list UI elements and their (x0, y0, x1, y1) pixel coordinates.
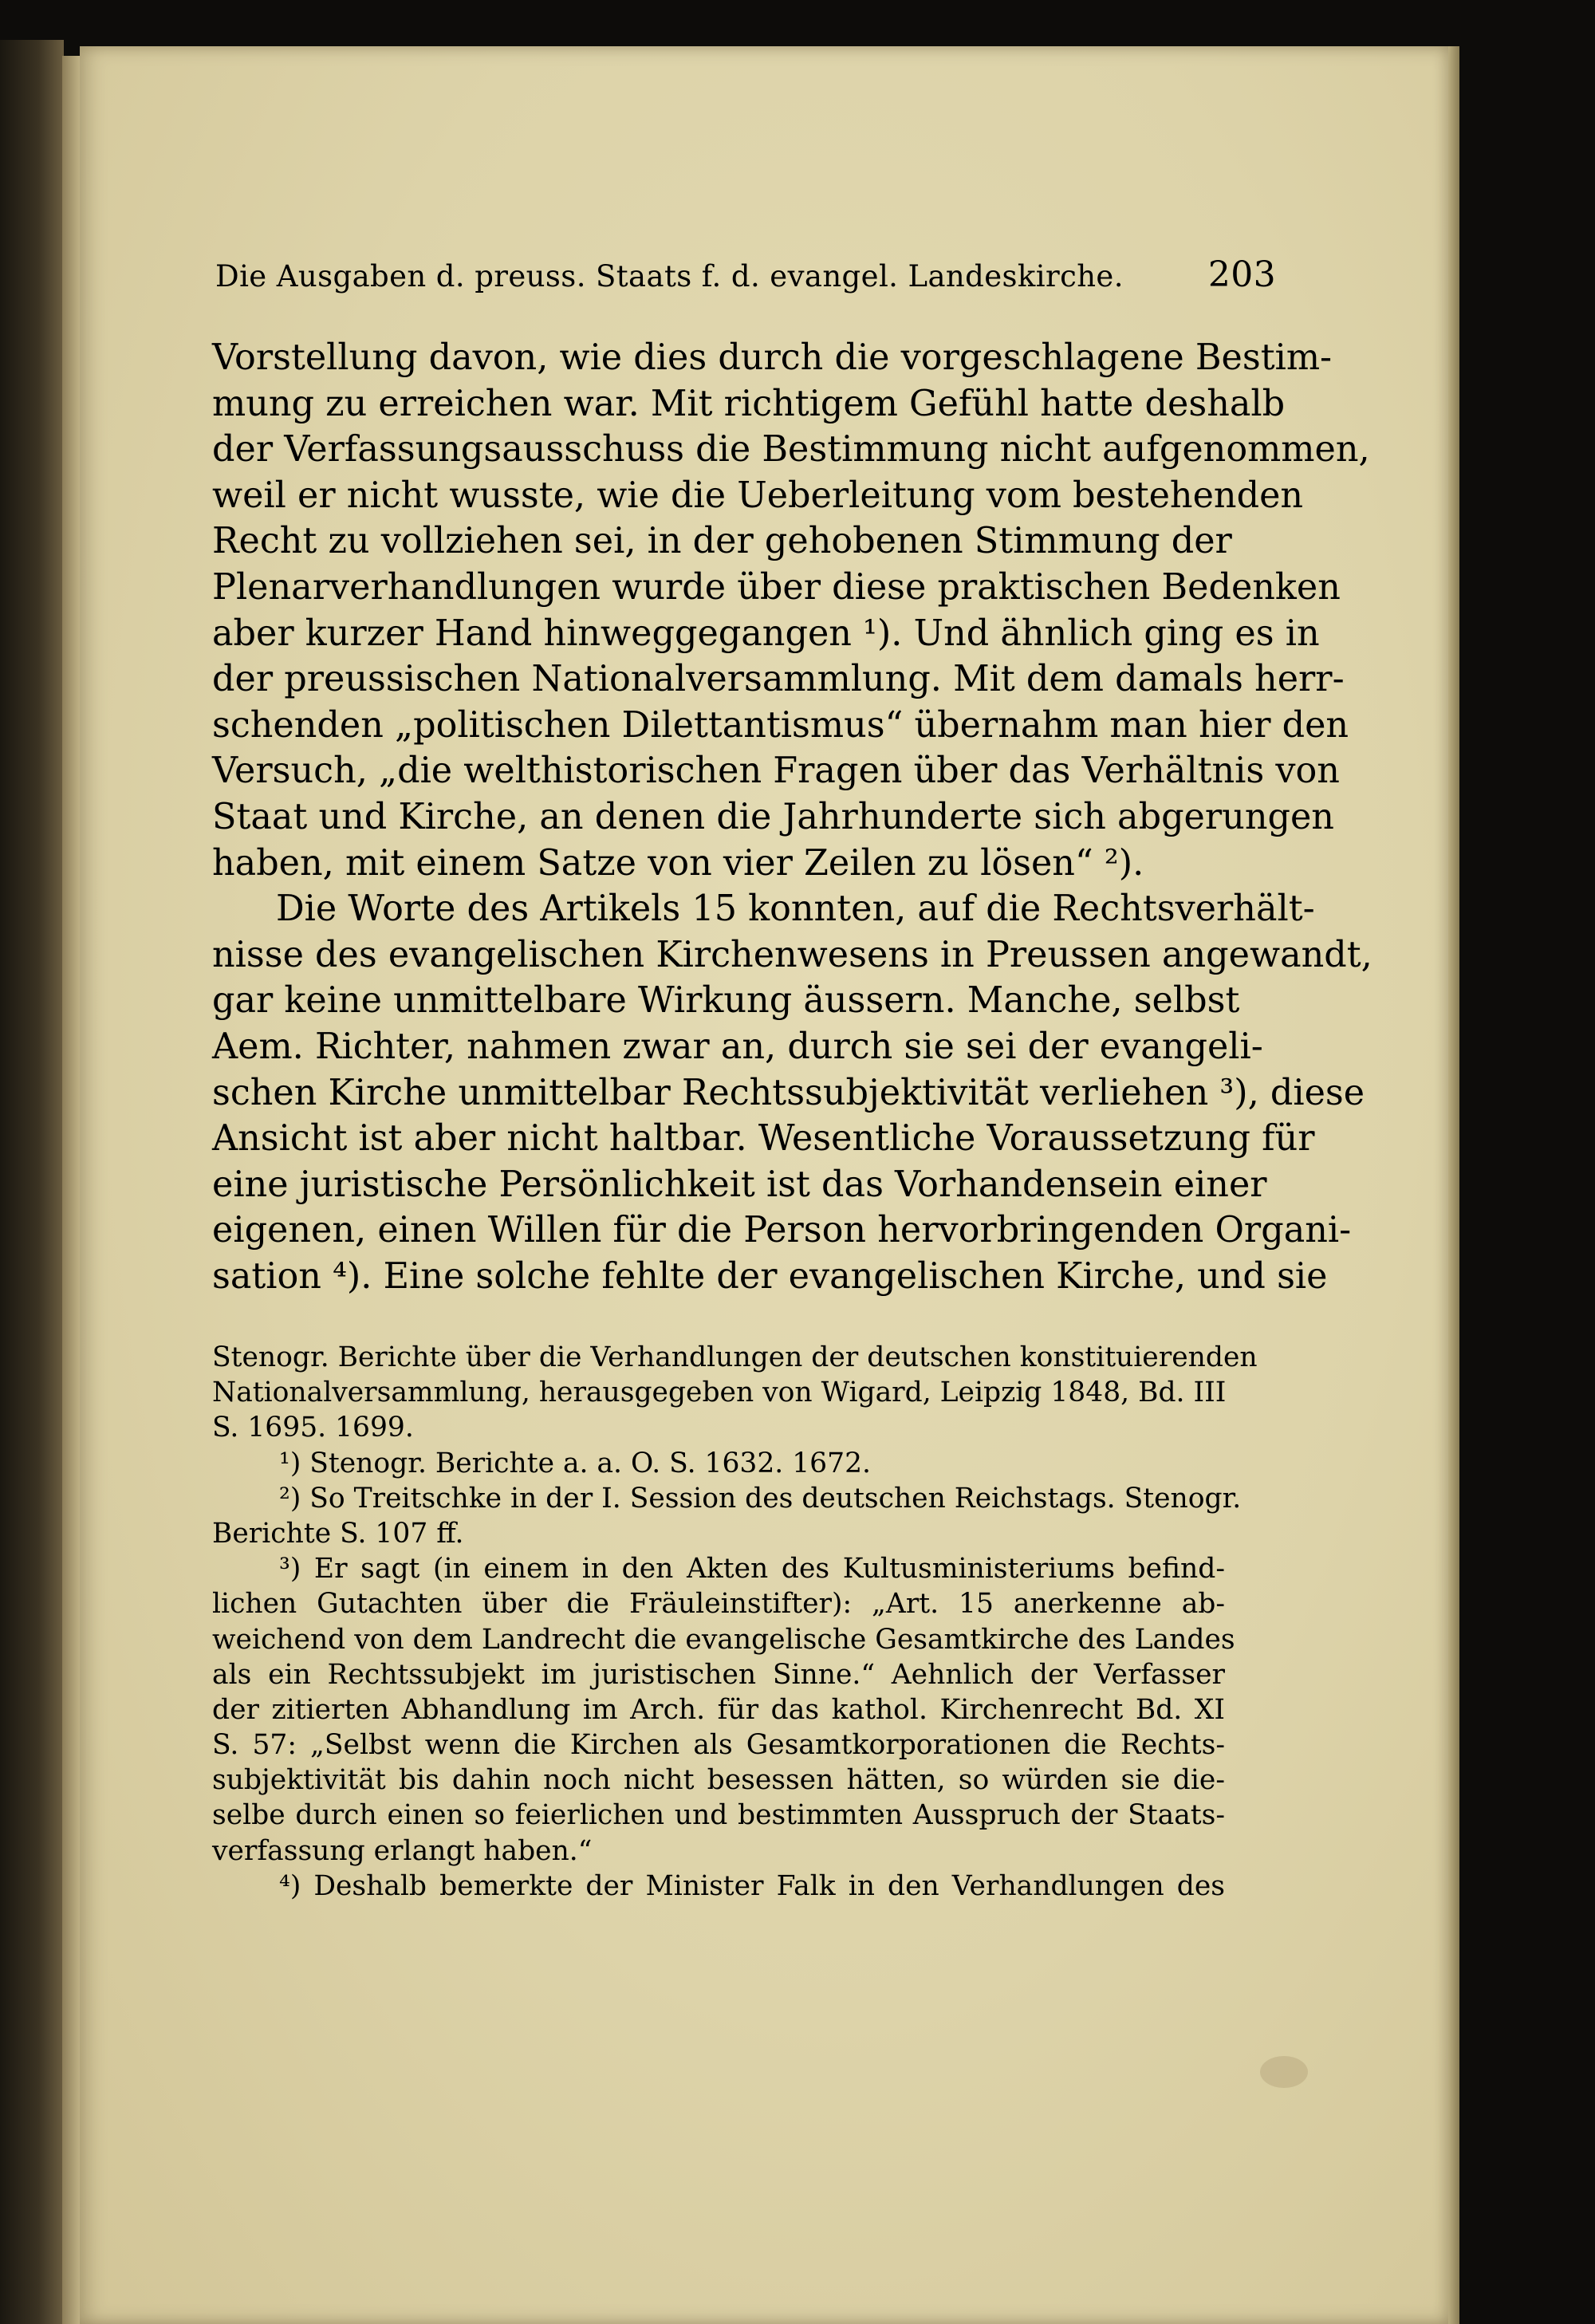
text-line: Vorstellung davon, wie dies durch die vorgeschlagene Bestim- (212, 337, 1333, 378)
footnotes (212, 1340, 1258, 1904)
footnote-line: Nationalversammlung, herausgegeben von Wigard, Leipzig 1848, Bd. III (212, 1377, 1227, 1409)
footnote-line: ⁴) Deshalb bemerkte der Minister Falk in den Verhandlungen des (279, 1869, 1225, 1902)
text-line: sation ⁴). Eine solche fehlte der evangelischen Kirche, und sie (212, 1255, 1328, 1297)
text-line: Staat und Kirche, an denen die Jahrhunderte sich abgerungen (212, 796, 1334, 837)
text-line: nisse des evangelischen Kirchenwesens in Preussen angewandt, (212, 934, 1372, 975)
text-line: Recht zu vollziehen sei, in der gehobenen Stimmung der (212, 521, 1232, 562)
text-line: der Verfassungsausschuss die Bestimmung nicht aufgenommen, (212, 429, 1370, 471)
footnote-line: der zitierten Abhandlung im Arch. für das kathol. Kirchenrecht Bd. XI (212, 1693, 1225, 1726)
footnote-line: ³) Er sagt (in einem in den Akten des Kultusministeriums befind- (279, 1553, 1225, 1585)
footnote-line: selbe durch einen so feierlichen und bestimmten Ausspruch der Staats- (212, 1799, 1225, 1832)
footnote-line: weichend von dem Landrecht die evangelische Gesamtkirche des Landes (212, 1623, 1235, 1656)
footnote-line: als ein Rechtssubjekt im juristischen Sinne.“ Aehnlich der Verfasser (212, 1658, 1225, 1691)
footnote-line: ¹) Stenogr. Berichte a. a. O. S. 1632. 1672. (279, 1447, 872, 1479)
text-line: Plenarverhandlungen wurde über diese praktischen Bedenken (212, 566, 1341, 608)
text-line: schen Kirche unmittelbar Rechtssubjektivität verliehen ³), diese (212, 1072, 1365, 1113)
footnote-line: Stenogr. Berichte über die Verhandlungen der deutschen konstituierenden (212, 1341, 1258, 1373)
text-line: der preussischen Nationalversammlung. Mit dem damals herr- (212, 659, 1345, 700)
text-line: haben, mit einem Satze von vier Zeilen zu lösen“ ²). (212, 842, 1144, 884)
paper-stain (1260, 2056, 1308, 2088)
main-text (212, 335, 1372, 1299)
text-line: Ansicht ist aber nicht haltbar. Wesentliche Voraussetzung für (212, 1118, 1315, 1160)
text-line: aber kurzer Hand hinweggegangen ¹). Und ähnlich ging es in (212, 613, 1320, 654)
text-line: eigenen, einen Willen für die Person hervorbringenden Organi- (212, 1210, 1352, 1251)
text-line: weil er nicht wusste, wie die Ueberleitung vom bestehenden (212, 475, 1304, 516)
page-number: 203 (1207, 254, 1276, 295)
text-line: Aem. Richter, nahmen zwar an, durch sie sei der evangeli- (212, 1026, 1263, 1067)
book-spine (0, 40, 64, 2324)
text-line: eine juristische Persönlichkeit ist das Vorhandensein einer (212, 1164, 1267, 1205)
footnote-line: Berichte S. 107 ff. (212, 1517, 464, 1550)
text-line: mung zu erreichen war. Mit richtigem Gefühl hatte deshalb (212, 383, 1286, 424)
page-fore-edge (1448, 46, 1459, 2324)
running-title: Die Ausgaben d. preuss. Staats f. d. evangel. Landeskirche. (215, 259, 1124, 293)
text-line: gar keine unmittelbare Wirkung äussern. Manche, selbst (212, 980, 1240, 1022)
text-line: Die Worte des Artikels 15 konnten, auf die Rechtsverhält- (276, 888, 1315, 930)
footnote-line: S. 57: „Selbst wenn die Kirchen als Gesamtkorporationen die Rechts- (212, 1729, 1225, 1762)
footnote-line: verfassung erlangt haben.“ (212, 1834, 593, 1867)
footnote-line: ²) So Treitschke in der I. Session des deutschen Reichstags. Stenogr. (279, 1482, 1242, 1515)
text-line: schenden „politischen Dilettantismus“ übernahm man hier den (212, 704, 1349, 746)
text-line: Versuch, „die welthistorischen Fragen über das Verhältnis von (212, 750, 1340, 792)
footnote-line: lichen Gutachten über die Fräuleinstifter): „Art. 15 anerkenne ab- (212, 1588, 1225, 1621)
running-header (215, 251, 1276, 299)
footnote-line: S. 1695. 1699. (212, 1412, 414, 1444)
footnote-line: subjektivität bis dahin noch nicht besessen hätten, so würden sie die- (212, 1764, 1225, 1797)
